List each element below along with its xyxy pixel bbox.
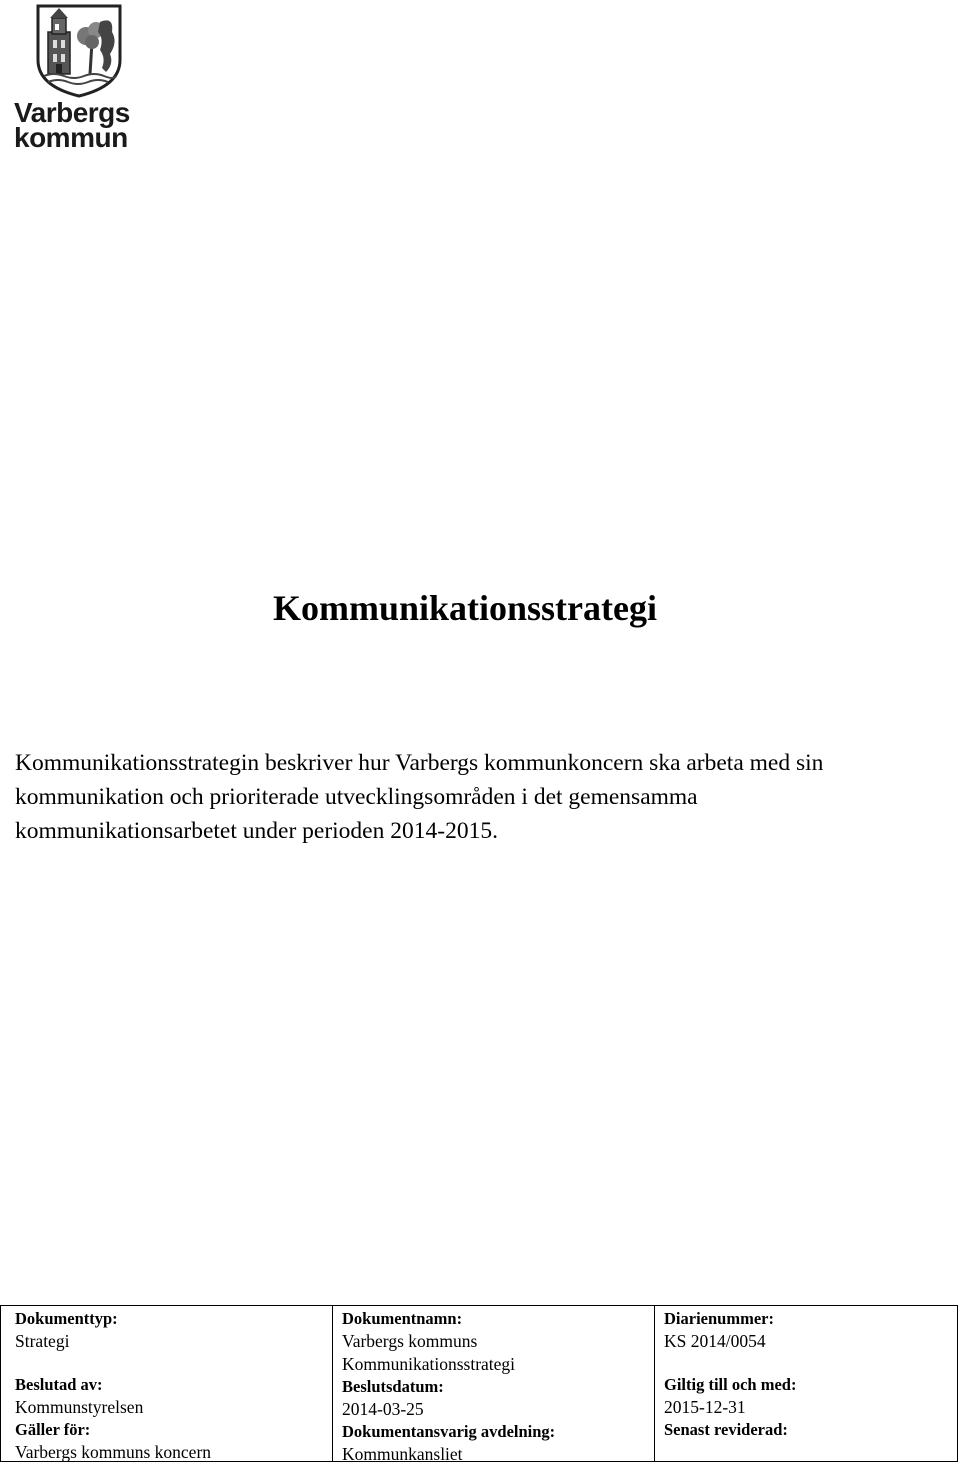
- metadata-responsible: [342, 1421, 654, 1466]
- metadata-applies-to: [15, 1419, 332, 1464]
- decision-date-label: Beslutsdatum:: [342, 1377, 444, 1396]
- doctype-value: Strategi: [15, 1331, 70, 1351]
- metadata-decided-by: [15, 1374, 332, 1419]
- decided-by-value: Kommunstyrelsen: [15, 1397, 144, 1417]
- metadata-last-revised: [664, 1419, 957, 1441]
- metadata-decision-date: [342, 1376, 654, 1421]
- logo-wordmark: [14, 97, 130, 153]
- document-title: Kommunikationsstrategi: [272, 588, 657, 628]
- logo-wordmark-line2: kommun: [14, 122, 128, 153]
- document-metadata-table: [0, 1305, 958, 1462]
- decided-by-label: Beslutad av:: [15, 1375, 103, 1394]
- document-intro: Kommunikationsstrategin beskriver hur Varbergs kommunkoncern ska arbeta med sin kommunikation och prioriterade utvecklingsområden i det gemensamma kommunikationsarbetet under perioden 2014-2015.: [15, 750, 824, 844]
- last-revised-label: Senast reviderad:: [664, 1420, 788, 1439]
- municipality-logo: [14, 2, 134, 162]
- coat-of-arms-icon: [34, 2, 124, 98]
- valid-until-value: 2015-12-31: [664, 1397, 746, 1417]
- responsible-value: Kommunkansliet: [342, 1444, 463, 1464]
- metadata-docname: [342, 1308, 654, 1376]
- docname-label: Dokumentnamn:: [342, 1309, 463, 1328]
- decision-date-value: 2014-03-25: [342, 1399, 424, 1419]
- registry-label: Diarienummer:: [664, 1309, 774, 1328]
- metadata-doctype: [15, 1308, 332, 1353]
- doctype-label: Dokumenttyp:: [15, 1309, 118, 1328]
- docname-value-line2: Kommunikationsstrategi: [342, 1354, 516, 1374]
- docname-value-line1: Varbergs kommuns: [342, 1331, 478, 1351]
- applies-to-value: Varbergs kommuns koncern: [15, 1442, 212, 1462]
- metadata-valid-until: [664, 1374, 957, 1419]
- metadata-registry: [664, 1308, 957, 1353]
- registry-value: KS 2014/0054: [664, 1331, 766, 1351]
- metadata-column-1: [1, 1306, 333, 1461]
- metadata-column-2: [333, 1306, 655, 1464]
- responsible-label: Dokumentansvarig avdelning:: [342, 1422, 556, 1441]
- metadata-column-3: [655, 1306, 957, 1461]
- logo-wordmark-line1: Varbergs: [14, 97, 130, 128]
- applies-to-label: Gäller för:: [15, 1420, 91, 1439]
- valid-until-label: Giltig till och med:: [664, 1375, 797, 1394]
